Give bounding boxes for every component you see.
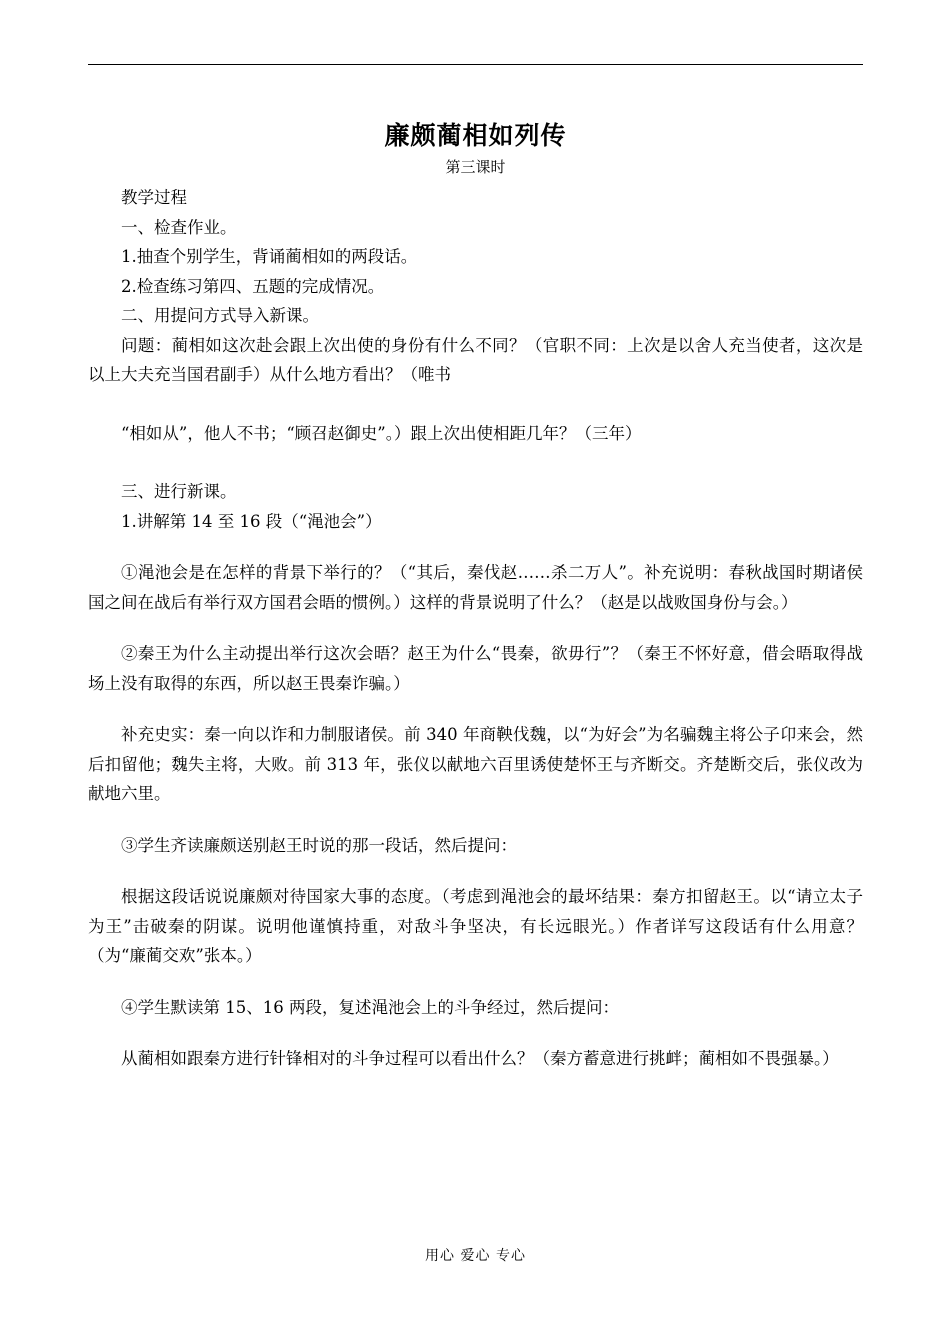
document-subtitle: 第三课时 — [445, 158, 506, 176]
paragraph-point-3: ③学生齐读廉颇送别赵王时说的那一段话，然后提问： — [121, 835, 517, 855]
paragraph-item-3-1: 1.讲解第 14 至 16 段（“渑池会”） — [121, 511, 382, 531]
paragraph-section-1: 一、检查作业。 — [121, 217, 237, 237]
paragraph-history-note: 补充史实：秦一向以诈和力制服诸侯。前 340 年商鞅伐魏，以“为好会”为名骗魏主将公子卬来会，然后扣留他；魏失主将，大败。前 313 年，张仪以献地六百里诱使楚怀王与齐断交。齐楚断交后，张仪改为献地六里。 — [88, 725, 863, 803]
document-title: 廉颇蔺相如列传 — [384, 121, 567, 150]
paragraph-item-1-1: 1.抽查个别学生，背诵蔺相如的两段话。 — [121, 247, 418, 266]
page-footer: 用心 爱心 专心 — [425, 1248, 526, 1264]
paragraph-teaching-process: 教学过程 — [121, 188, 187, 207]
paragraph-point-1: ①渑池会是在怎样的背景下举行的？（“其后，秦伐赵……杀二万人”。补充说明：春秋战国时期诸侯国之间在战后有举行双方国君会晤的惯例。）这样的背景说明了什么？（赵是以战败国身份与会。） — [88, 563, 863, 612]
paragraph-point-4: ④学生默读第 15、16 两段，复述渑池会上的斗争经过，然后提问： — [121, 997, 619, 1017]
paragraph-item-1-2: 2.检查练习第四、五题的完成情况。 — [121, 276, 385, 296]
paragraph-question: 问题：蔺相如这次赴会跟上次出使的身份有什么不同？（官职不同：上次是以舍人充当使者，这次是以上大夫充当国君副手）从什么地方看出？（唯书 — [88, 335, 863, 384]
paragraph-question-cont: “相如从”，他人不书；“顾召赵御史”。）跟上次出使相距几年？（三年） — [121, 423, 642, 443]
paragraph-point-2: ②秦王为什么主动提出举行这次会晤？赵王为什么“畏秦，欲毋行”？（秦王不怀好意，借会晤取得战场上没有取得的东西，所以赵王畏秦诈骗。） — [88, 644, 863, 693]
paragraph-lianpo-attitude: 根据这段话说说廉颇对待国家大事的态度。（考虑到渑池会的最坏结果：秦方扣留赵王。以“请立太子为王”击破秦的阴谋。说明他谨慎持重，对敌斗争坚决，有长远眼光。）作者详写这段话有什么用意？（为“廉蔺交欢”张本。） — [88, 887, 863, 965]
header-rule — [88, 64, 863, 65]
paragraph-section-3: 三、进行新课。 — [121, 482, 237, 501]
paragraph-section-2: 二、用提问方式导入新课。 — [121, 306, 319, 325]
document-body — [88, 183, 863, 1074]
paragraph-struggle: 从蔺相如跟秦方进行针锋相对的斗争过程可以看出什么？（秦方蓄意进行挑衅；蔺相如不畏强暴。） — [121, 1049, 839, 1068]
